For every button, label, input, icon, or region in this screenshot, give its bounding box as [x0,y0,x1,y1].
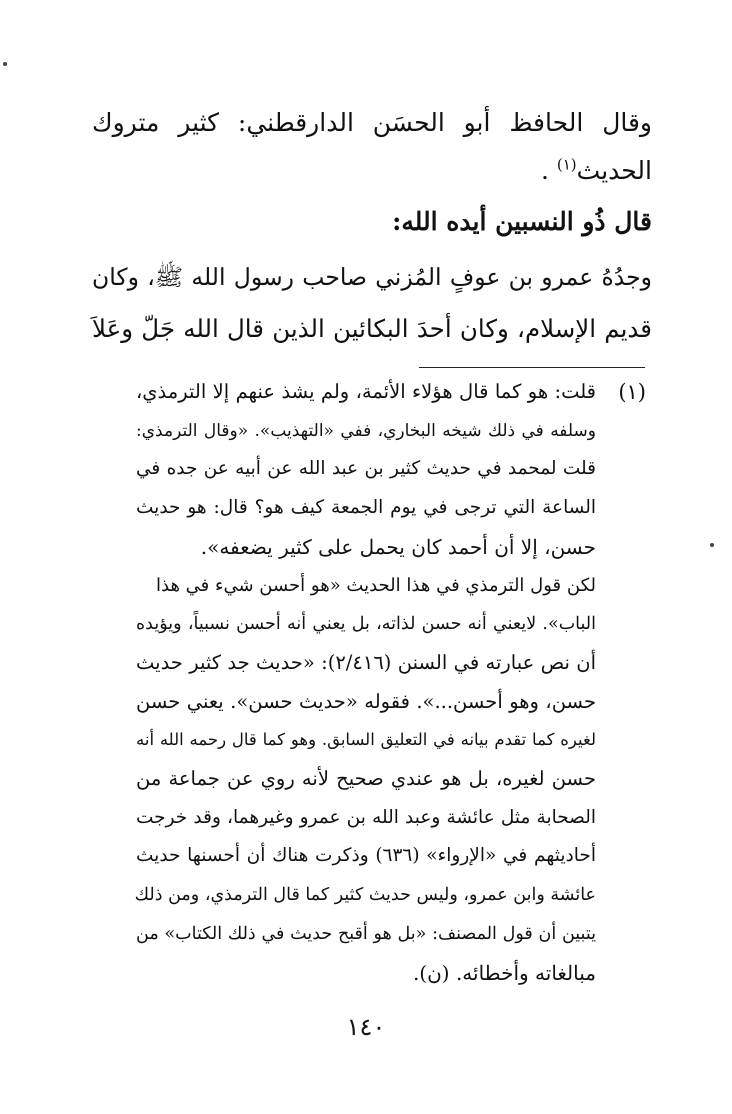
main-text-line-1: وقال الحافظ أبو الحسَن الدارقطني: كثير متروك [92,108,652,137]
footnote-line: أحاديثهم في «الإرواء» (٦٣٦) وذكرت هناك أن أحسنها حديث [136,845,596,867]
footnote-line: عائشة وابن عمرو، وليس حديث كثير كما قال الترمذي، ومن ذلك [134,885,596,906]
main-text-line-2 [92,154,652,188]
footnote-separator [419,367,645,368]
footnote-line: قلت لمحمد في حديث كثير بن عبد الله عن أبيه عن جده في [136,458,596,480]
footnote-line: حسن، إلا أن أحمد كان يحمل على كثير يضعفه». [200,534,596,559]
scan-speck [3,62,7,66]
main-text-line-3: وجدُهُ عمرو بن عوفٍ المُزني صاحب رسول الله ﷺ، وكان [92,263,652,291]
footnote-line: أن نص عبارته في السنن (٢/٤١٦): «حديث جد كثير حديث [136,650,596,674]
main-text-period: . [540,156,549,185]
footnote-reference[interactable]: (١) [556,155,577,174]
footnote-line: قلت: هو كما قال هؤلاء الأئمة، ولم يشذ عنهم إلا الترمذي، [136,380,596,403]
footnote-line: مبالغاته وأخطائه. (ن). [412,960,596,985]
footnote-line: يتبين أن قول المصنف: «بل هو أقبح حديث في ذلك الكتاب» من [136,923,596,944]
footnote-line: لكن قول الترمذي في هذا الحديث «هو أحسن شيء في هذا [156,574,596,596]
footnote-line: الباب». لايعني أنه حسن لذاته، بل يعني أنه أحسن نسبياً، ويؤيده [136,614,596,635]
scan-speck [710,543,714,547]
footnote-line: الصحابة مثل عائشة وعبد الله بن عمرو وغيرهما، وقد خرجت [136,806,596,828]
footnote-line: الساعة التي ترجى في يوم الجمعة كيف هو؟ قال: هو حديث [136,497,596,519]
footnote-line: لغيره كما تقدم بيانه في التعليق السابق. وهو كما قال رحمه الله أنه [136,730,596,750]
footnote-line: حسن، وهو أحسن...». فقوله «حديث حسن». يعني حسن [136,689,596,713]
footnote-number: (١) [618,380,646,404]
main-text-word: الحديث [576,156,652,185]
section-heading: قال ذُو النسبين أيده الله: [392,207,652,236]
footnote-line: حسن لغيره، بل هو عندي صحيح لأنه روي عن جماعة من [136,767,596,790]
main-text-line-4: قديم الإسلام، وكان أحدَ البكائين الذين قال الله جَلّ وعَلاَ [92,314,652,343]
footnote-line: وسلفه في ذلك شيخه البخاري، ففي «التهذيب». «وقال الترمذي: [136,420,596,441]
page-number: ١٤٠ [346,1013,386,1041]
